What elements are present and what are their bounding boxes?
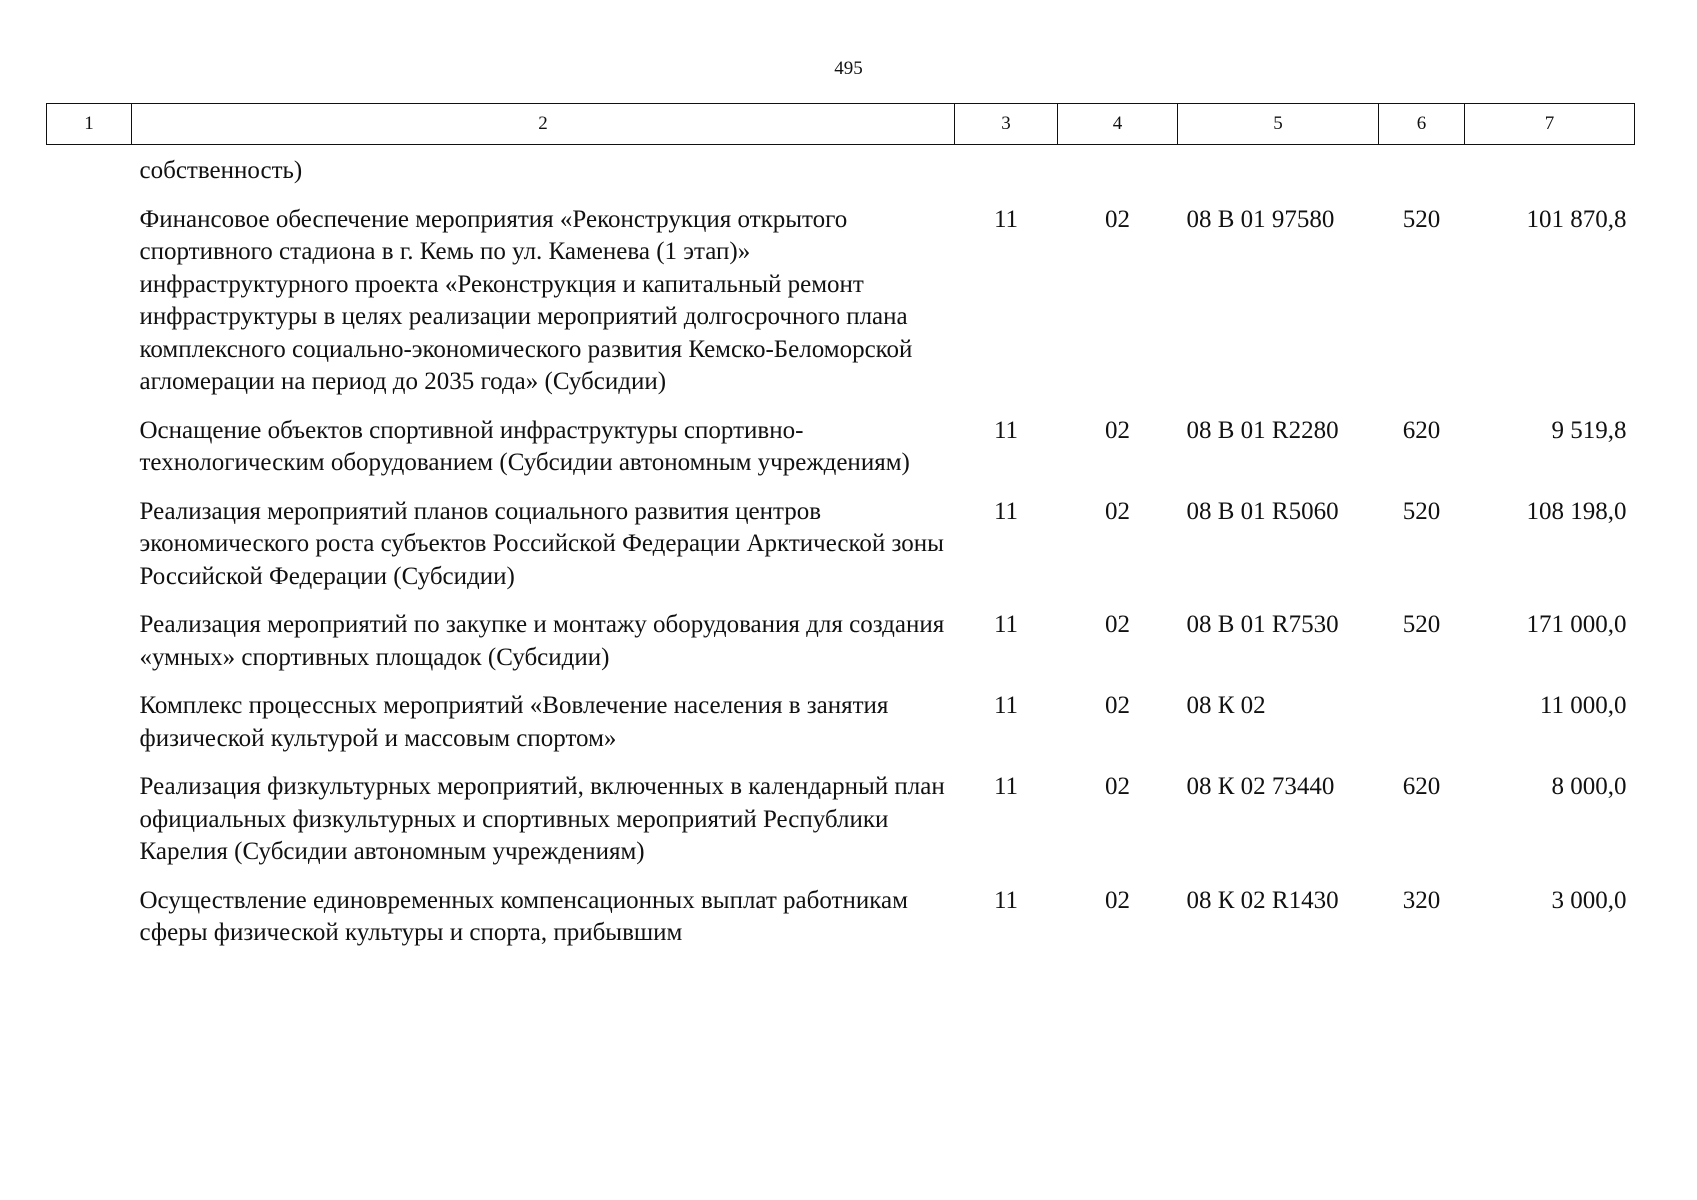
subsection-cell: 02 (1105, 497, 1130, 525)
budget-table (46, 103, 1635, 950)
subsection-cell (1058, 145, 1178, 204)
target-article-cell: 08 В 01 R2280 (1186, 416, 1339, 444)
target-article-cell: 08 В 01 R5060 (1186, 497, 1339, 525)
table-row (47, 204, 1635, 415)
column-number-4: 4 (1058, 104, 1178, 145)
section-cell: 11 (993, 416, 1019, 444)
column-number-row (47, 104, 1635, 145)
target-article-cell: 08 В 01 R7530 (1186, 611, 1339, 638)
row-index-cell (47, 415, 132, 496)
table-row (47, 609, 1635, 690)
expense-type-cell: 520 (1402, 497, 1441, 525)
expense-type-cell: 320 (1402, 886, 1441, 914)
amount-cell: 108 198,0 (1526, 497, 1627, 525)
expense-type-cell (1379, 145, 1465, 204)
column-number-3: 3 (955, 104, 1058, 145)
row-index-cell (47, 609, 132, 690)
column-number-5: 5 (1178, 104, 1379, 145)
target-article-cell: 08 К 02 R1430 (1186, 886, 1339, 914)
section-cell: 11 (993, 886, 1019, 914)
amount-cell: 101 870,8 (1526, 205, 1627, 233)
column-number-7: 7 (1465, 104, 1635, 145)
description-cell: Реализация физкультурных мероприятий, включенных в календарный план официальных физкультурных и спортивных мероприятий Республики Карелия (Субсидии автономным учреждениям) (139, 773, 945, 865)
description-cell: Финансовое обеспечение мероприятия «Реконструкция открытого спортивного стадиона в г. Кемь по ул. Каменева (1 этап)» инфраструктурного проекта «Реконструкция и капитальный ремонт инфраструктуры в целях реализации мероприятий долгосрочного плана комплексного социально-экономического развития Кемско-Беломорской агломерации на период до 2035 года» (Субсидии) (139, 205, 913, 395)
expense-type-cell: 620 (1402, 773, 1441, 800)
table-row (47, 496, 1635, 610)
table-row (47, 145, 1635, 204)
table-header (47, 104, 1635, 145)
section-cell: 11 (993, 773, 1019, 800)
amount-cell: 8 000,0 (1551, 773, 1627, 800)
table-row (47, 885, 1635, 950)
table-row (47, 771, 1635, 885)
row-index-cell (47, 204, 132, 415)
amount-cell (1465, 145, 1635, 204)
target-article-cell: 08 К 02 73440 (1186, 773, 1335, 800)
description-cell: собственность) (139, 157, 303, 184)
column-number-1: 1 (47, 104, 132, 145)
subsection-cell: 02 (1105, 886, 1130, 914)
description-cell: Оснащение объектов спортивной инфраструктуры спортивно-технологическим оборудованием (Субсидии автономным учреждениям) (139, 416, 910, 476)
amount-cell: 11 000,0 (1539, 692, 1627, 719)
subsection-cell: 02 (1105, 692, 1130, 719)
subsection-cell: 02 (1105, 611, 1130, 638)
expense-type-cell: 520 (1402, 205, 1441, 233)
section-cell: 11 (993, 497, 1019, 525)
section-cell (955, 145, 1058, 204)
table-row (47, 690, 1635, 771)
row-index-cell (47, 771, 132, 885)
expense-type-cell (1379, 690, 1465, 771)
expense-type-cell: 620 (1402, 416, 1441, 444)
subsection-cell: 02 (1105, 773, 1130, 800)
table-row (47, 415, 1635, 496)
section-cell: 11 (993, 692, 1019, 719)
page-number: 495 (834, 58, 863, 79)
description-cell: Осуществление единовременных компенсационных выплат работникам сферы физической культуры и спорта, прибывшим (139, 886, 908, 946)
amount-cell: 9 519,8 (1551, 416, 1627, 444)
target-article-cell: 08 К 02 (1186, 692, 1266, 719)
description-cell: Реализация мероприятий по закупке и монтажу оборудования для создания «умных» спортивных площадок (Субсидии) (139, 611, 945, 671)
row-index-cell (47, 690, 132, 771)
description-cell: Комплекс процессных мероприятий «Вовлечение населения в занятия физической культурой и массовым спортом» (139, 692, 889, 752)
description-cell: Реализация мероприятий планов социального развития центров экономического роста субъектов Российской Федерации Арктической зоны Российской Федерации (Субсидии) (139, 497, 944, 590)
target-article-cell (1178, 145, 1379, 204)
subsection-cell: 02 (1105, 205, 1130, 233)
expense-type-cell: 520 (1402, 611, 1441, 638)
target-article-cell: 08 В 01 97580 (1186, 205, 1335, 233)
row-index-cell (47, 145, 132, 204)
table-body (47, 145, 1635, 950)
section-cell: 11 (993, 205, 1019, 233)
subsection-cell: 02 (1105, 416, 1130, 444)
amount-cell: 171 000,0 (1526, 611, 1627, 638)
row-index-cell (47, 885, 132, 950)
column-number-2: 2 (132, 104, 955, 145)
column-number-6: 6 (1379, 104, 1465, 145)
amount-cell: 3 000,0 (1551, 886, 1627, 914)
section-cell: 11 (993, 611, 1019, 638)
row-index-cell (47, 496, 132, 610)
